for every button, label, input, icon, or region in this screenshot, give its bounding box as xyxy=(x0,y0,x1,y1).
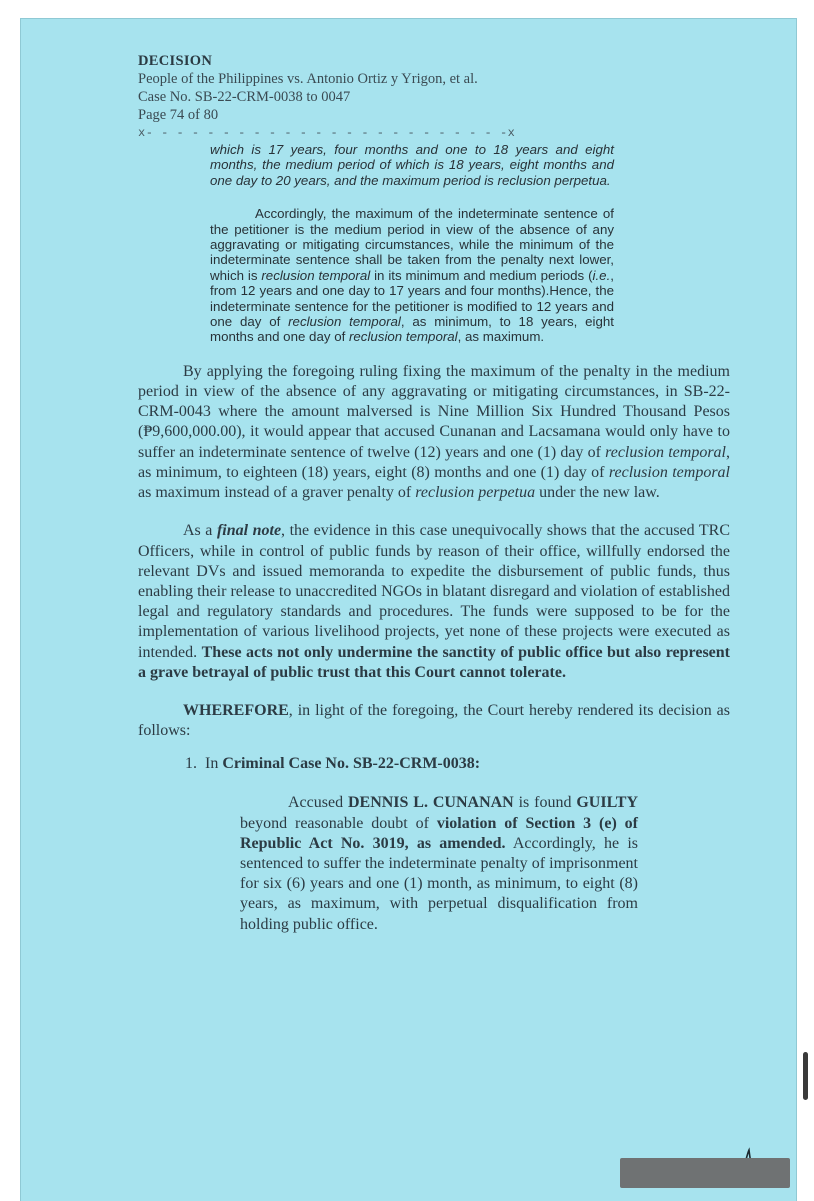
case-title: People of the Philippines vs. Antonio Ortiz y Yrigon, et al. xyxy=(138,71,478,87)
quote-paragraph-2: Accordingly, the maximum of the indeterminate sentence of the petitioner is the medium period in view of the absence of any aggravating or mitigating circumstances, while the minimum of the indeterminate sentence shall be taken from the penalty next lower, which is reclusion temporal in its minimum and medium periods (i.e., from 12 years and one day to 17 years and four months).Hence, the indeterminate sentence for the petitioner is modified to 12 years and one day of reclusion temporal, as minimum, to 18 years, eight months and one day of reclusion temporal, as maximum. xyxy=(210,206,614,345)
document-page xyxy=(20,18,797,1201)
block-quote xyxy=(210,142,614,345)
scrollbar-thumb[interactable] xyxy=(803,1052,808,1100)
case-number: Case No. SB-22-CRM-0038 to 0047 xyxy=(138,89,351,105)
redaction-box xyxy=(620,1158,790,1188)
paragraph-wherefore: WHEREFORE, in light of the foregoing, the Court hereby rendered its decision as follows: xyxy=(138,701,730,740)
paragraph-penalty: By applying the foregoing ruling fixing the maximum of the penalty in the medium period in view of the absence of any aggravating or mitigating circumstances, in SB-22-CRM-0043 where the amount malversed is Nine Million Six Hundred Thousand Pesos (₱9,600,000.00), it would appear that accused Cunanan and Lacsamana would only have to suffer an indeterminate sentence of twelve (12) years and one (1) day of reclusion temporal, as minimum, to eighteen (18) years, eight (8) months and one (1) day of reclusion temporal as maximum instead of a graver penalty of reclusion perpetua under the new law. xyxy=(138,362,730,502)
disposition-paragraph: Accused DENNIS L. CUNANAN is found GUILTY beyond reasonable doubt of violation of Section 3 (e) of Republic Act No. 3019, as amended. Accordingly, he is sentenced to suffer the indeterminate penalty of imprisonment for six (6) years and one (1) month, as minimum, to eight (8) years, as maximum, with perpetual disqualification from holding public office. xyxy=(240,794,639,933)
decision-title: DECISION xyxy=(138,53,213,69)
list-item-case-0038: 1. In Criminal Case No. SB-22-CRM-0038: xyxy=(185,755,481,773)
document-header xyxy=(138,52,730,142)
page-content xyxy=(138,52,730,935)
paragraph-final-note: As a final note, the evidence in this case unequivocally shows that the accused TRC Officers, while in control of public funds by reason of their office, willfully endorsed the relevant DVs and issued memoranda to expedite the disbursement of public funds, thus enabling their release to unaccredited NGOs in blatant disregard and violation of established legal and regulatory standards and procedures. The funds were supposed to be for the implementation of various livelihood projects, yet none of these projects were executed as intended. These acts not only undermine the sanctity of public office but also represent a grave betrayal of public trust that this Court cannot tolerate. xyxy=(138,522,731,681)
body-text xyxy=(138,362,730,741)
page-number: Page 74 of 80 xyxy=(138,107,219,123)
quote-paragraph-1: which is 17 years, four months and one to 18 years and eight months, the medium period of which is 18 years, eight months and one day to 20 years, and the maximum period is reclusion perpetua. xyxy=(210,142,614,188)
separator-rule: x- - - - - - - - - - - - - - - - - - - - - - - -x xyxy=(138,126,516,140)
